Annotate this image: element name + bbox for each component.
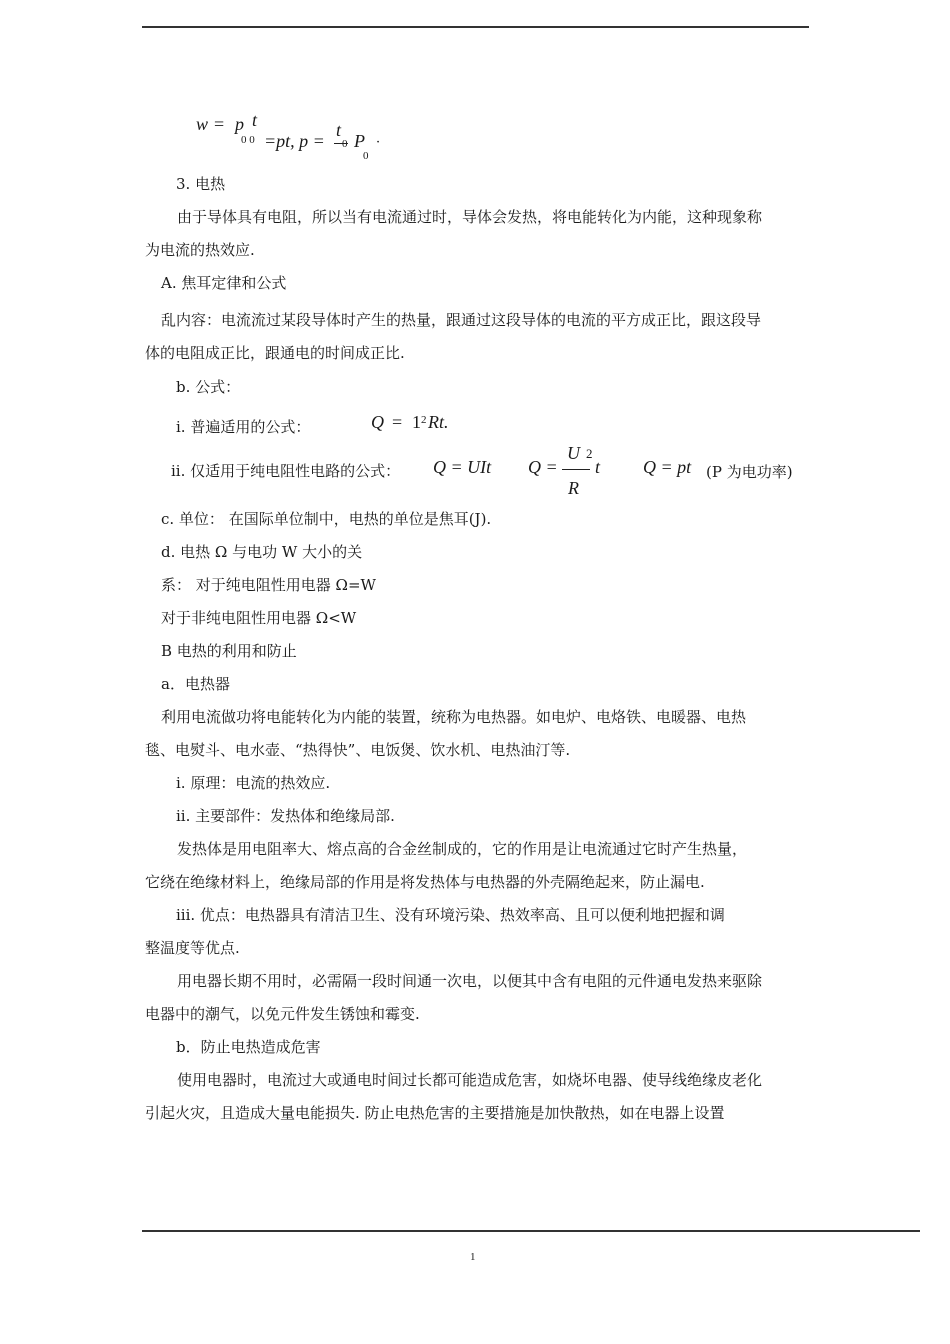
formula-U: U xyxy=(567,443,580,463)
formula-w: w xyxy=(196,114,209,134)
item-c-unit: c. 单位： 在国际单位制中，电热的单位是焦耳(J). xyxy=(161,510,492,528)
relation-nonpure: 对于非纯电阻性用电器 Ω<W xyxy=(161,609,357,627)
item-iii-advantages: iii. 优点：电热器具有清洁卫生、没有环境污染、热效率高、且可以便利地把握和调 xyxy=(176,906,725,924)
paragraph-line: 乱内容：电流流过某段导体时产生的热量，跟通过这段导体的电流的平方成正比，跟这段导 xyxy=(161,311,762,329)
formula-t: t xyxy=(252,110,258,130)
formula-sub-P: 0 xyxy=(363,150,369,162)
paragraph-line: 电器中的潮气，以免元件发生锈蚀和霉变. xyxy=(145,1005,420,1023)
paragraph-line: 利用电流做功将电能转化为内能的装置，统称为电热器。如电炉、电烙铁、电暖器、电热 xyxy=(161,708,747,726)
formula-Q-pt: Q = pt xyxy=(643,457,692,477)
formula-p: p xyxy=(235,114,244,134)
formula-mid: =pt, p = xyxy=(264,131,325,151)
subheading-A: A. 焦耳定律和公式 xyxy=(161,274,287,292)
item-a-heater: a．电热器 xyxy=(161,675,230,693)
page-number: 1 xyxy=(470,1251,476,1263)
paragraph-line: 体的电阻成正比，跟通电的时间成正比. xyxy=(145,344,405,362)
subheading-B: B 电热的利用和防止 xyxy=(161,642,297,660)
header-rule xyxy=(142,26,809,28)
item-i-label: i. 普遍适用的公式： xyxy=(176,418,311,436)
formula-sub-00: 0 0 xyxy=(241,134,255,146)
formula-t: t xyxy=(595,457,601,477)
formula-sup: 2 xyxy=(421,414,427,426)
formula-Q-UIt: Q = UIt xyxy=(433,457,492,477)
paragraph-line: 由于导体具有电阻，所以当有电流通过时，导体会发热，将电能转化为内能，这种现象称 xyxy=(177,208,763,226)
formula-Q-left: Q = xyxy=(528,457,558,477)
item-d-relation: d. 电热 Ω 与电功 W 大小的关 xyxy=(161,543,363,561)
paragraph-line: 整温度等优点. xyxy=(145,939,240,957)
item-b-formula: b. 公式： xyxy=(176,378,241,396)
formula-note: (P 为电功率) xyxy=(706,463,793,481)
item-ii-label: ii. 仅适用于纯电阻性电路的公式： xyxy=(171,462,401,480)
formula-P: P xyxy=(354,131,365,151)
formula-dot: · xyxy=(376,135,381,150)
formula-eq: = xyxy=(214,114,225,134)
paragraph-line: 使用电器时，电流过大或通电时间过长都可能造成危害，如烧坏电器、使导线绝缘皮老化 xyxy=(177,1071,763,1089)
paragraph-line: 毯、电熨斗、电水壶、“热得快”、电饭煲、饮水机、电热油汀等. xyxy=(145,741,571,759)
relation-pure: 系： 对于纯电阻性用电器 Ω=W xyxy=(161,576,376,594)
paragraph-line: 发热体是用电阻率大、熔点高的合金丝制成的，它的作用是让电流通过它时产生热量， xyxy=(177,840,748,858)
paragraph-line: 用电器长期不用时，必需隔一段时间通一次电，以便其中含有电阻的元件通电发热来驱除 xyxy=(177,972,763,990)
formula-fraction-bar xyxy=(562,469,590,470)
item-ii-parts: ii. 主要部件：发热体和绝缘局部. xyxy=(176,807,395,825)
formula-eq: = xyxy=(392,412,403,432)
paragraph-line: 引起火灾，且造成大量电能损失. 防止电热危害的主要措施是加快散热，如在电器上设置 xyxy=(145,1104,725,1122)
formula-R: R xyxy=(568,478,579,498)
section-heading-3: 3. 电热 xyxy=(176,175,226,193)
formula-sub-t: 0 xyxy=(342,138,348,150)
paragraph-line: 它绕在绝缘材料上，绝缘局部的作用是将发热体与电热器的外壳隔绝起来，防止漏电. xyxy=(145,873,705,891)
formula-t2: t xyxy=(336,120,342,140)
footer-rule xyxy=(142,1230,920,1232)
formula-U-sup: 2 xyxy=(586,446,593,461)
formula-Q-symbol: Q xyxy=(371,412,384,432)
item-i-principle: i. 原理：电流的热效应. xyxy=(176,774,331,792)
formula-fraction-bar xyxy=(334,143,348,144)
formula-Rt: Rt. xyxy=(428,412,449,432)
paragraph-line: 为电流的热效应. xyxy=(145,241,255,259)
formula-one: 1 xyxy=(412,412,421,432)
item-b-prevent: b．防止电热造成危害 xyxy=(176,1038,321,1056)
